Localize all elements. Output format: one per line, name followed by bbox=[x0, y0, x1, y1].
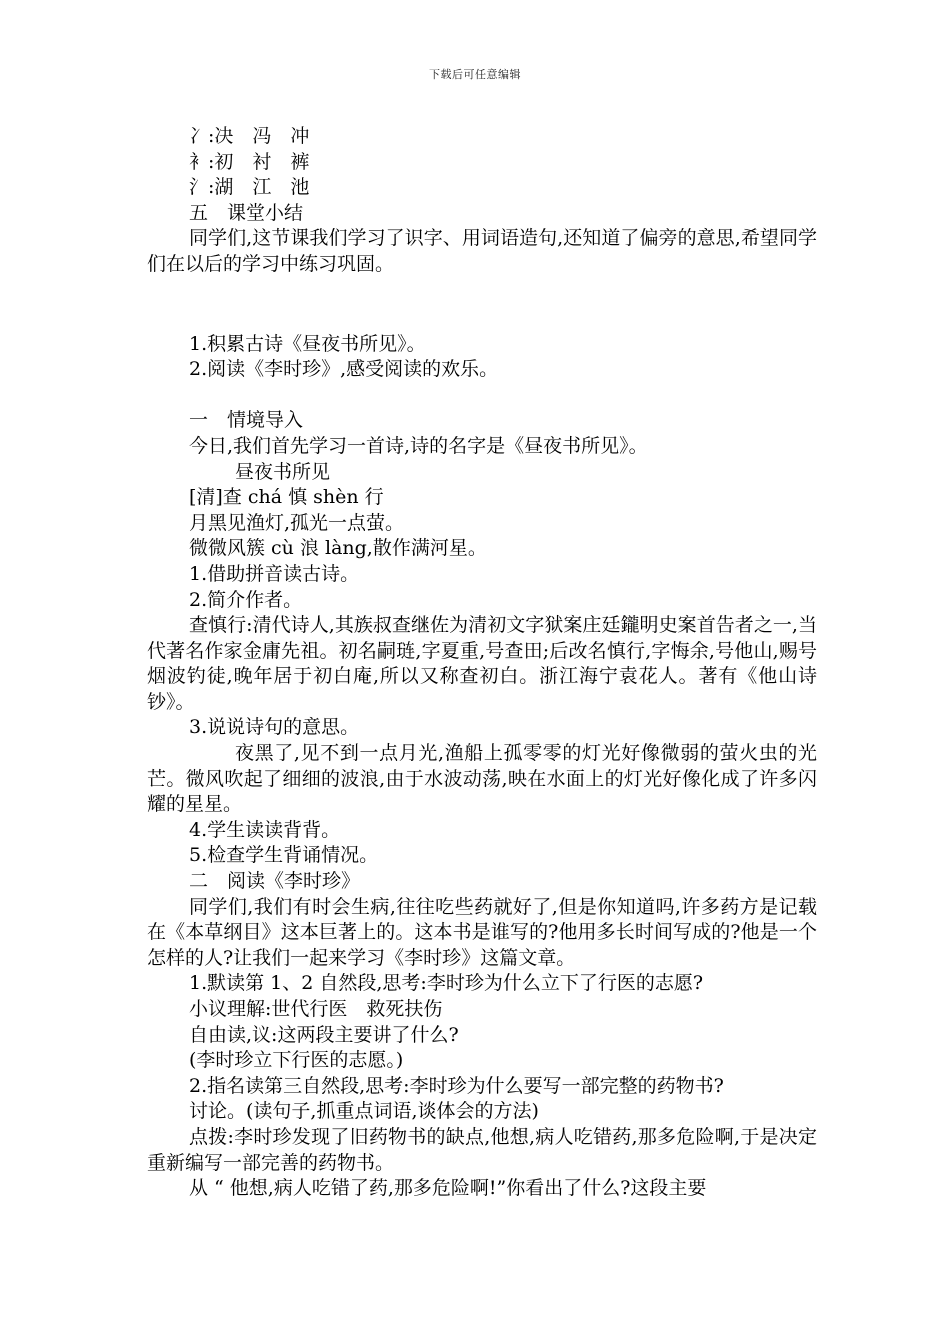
radical-row-water: 氵:湖 江 池 bbox=[189, 176, 310, 199]
read-1-words: 小议理解:世代行医 救死扶伤 bbox=[189, 998, 443, 1020]
part1-heading: 一 情境导入 bbox=[189, 409, 304, 432]
poem-line-2: 微微风簇 cù 浪 làng,散作满河星。 bbox=[189, 537, 487, 560]
radical-clothes-chars: 初 衬 裤 bbox=[214, 150, 310, 173]
radical-clothes: 衤 bbox=[189, 150, 209, 173]
read-2-discuss: 讨论。(读句子,抓重点词语,谈体会的方法) bbox=[189, 1100, 539, 1123]
read-1-free: 自由读,议:这两段主要讲了什么? bbox=[189, 1023, 459, 1046]
radical-row-clothes: 衤:初 衬 裤 bbox=[189, 150, 310, 173]
step-2: 2.简介作者。 bbox=[189, 588, 303, 611]
radical-ice: 冫 bbox=[189, 125, 209, 147]
poem-author: [清]查 chá 慎 shèn 行 bbox=[189, 486, 384, 509]
read-2: 2.指名读第三自然段,思考:李时珍为什么要写一部完整的药物书? bbox=[189, 1074, 724, 1097]
radical-row-ice: 冫:决 冯 冲 bbox=[189, 125, 310, 147]
section5-heading: 五 课堂小结 bbox=[189, 201, 304, 224]
goal-1: 1.积累古诗《昼夜书所见》。 bbox=[189, 332, 426, 355]
read-2-last: 从 “ 他想,病人吃错了药,那多危险啊!”你看出了什么?这段主要 bbox=[189, 1177, 707, 1200]
section5-summary: 同学们,这节课我们学习了识字、用词语造句,还知道了偏旁的意思,希望同学们在以后的学习中练习巩固。 bbox=[147, 227, 817, 275]
read-1: 1.默读第 1、2 自然段,思考:李时珍为什么立下了行医的志愿? bbox=[189, 972, 704, 995]
read-1-answer: (李时珍立下行医的志愿。) bbox=[189, 1049, 404, 1072]
part2-intro: 同学们,我们有时会生病,往往吃些药就好了,但是你知道吗,许多药方是记载在《本草纲目》这本巨著上的。这本书是谁写的?他用多长时间写成的?他是一个怎样的人?让我们一起来学习《李时珍》这篇文章。 bbox=[147, 895, 817, 969]
poem-meaning: 夜黑了,见不到一点月光,渔船上孤零零的灯光好像微弱的萤火虫的光芒。微风吹起了细细的波浪,由于水波动荡,映在水面上的灯光好像化成了许多闪耀的星星。 bbox=[147, 742, 817, 816]
goal-2: 2.阅读《李时珍》,感受阅读的欢乐。 bbox=[189, 358, 499, 381]
part1-intro: 今日,我们首先学习一首诗,诗的名字是《昼夜书所见》。 bbox=[189, 434, 648, 457]
author-intro: 查慎行:清代诗人,其族叔查继佐为清初文字狱案庄廷鑨明史案首告者之一,当代著名作家金庸先祖。初名嗣琏,字夏重,号查田;后改名慎行,字悔余,号他山,赐号烟波钓徒,晚年居于初白庵,所以又称查初白。浙江海宁袁花人。著有《他山诗钞》。 bbox=[147, 614, 817, 713]
read-2-guide: 点拨:李时珍发现了旧药物书的缺点,他想,病人吃错药,那多危险啊,于是决定重新编写一部完善的药物书。 bbox=[147, 1125, 817, 1174]
radical-water-chars: 湖 江 池 bbox=[214, 176, 310, 199]
spacer bbox=[147, 278, 817, 332]
step-1: 1.借助拼音读古诗。 bbox=[189, 562, 360, 585]
radical-ice-chars: 决 冯 冲 bbox=[214, 125, 310, 147]
radical-water: 氵 bbox=[189, 176, 209, 199]
page-header: 下载后可任意编辑 bbox=[429, 68, 521, 81]
poem-line-1: 月黑见渔灯,孤光一点萤。 bbox=[189, 511, 405, 534]
step-4: 4.学生读读背背。 bbox=[189, 818, 341, 841]
spacer bbox=[147, 383, 817, 409]
document-body bbox=[147, 124, 817, 1202]
step-3: 3.说说诗句的意思。 bbox=[189, 716, 360, 739]
step-5: 5.检查学生背诵情况。 bbox=[189, 844, 379, 867]
poem-title: 昼夜书所见 bbox=[235, 460, 331, 483]
part2-heading: 二 阅读《李时珍》 bbox=[189, 870, 361, 893]
